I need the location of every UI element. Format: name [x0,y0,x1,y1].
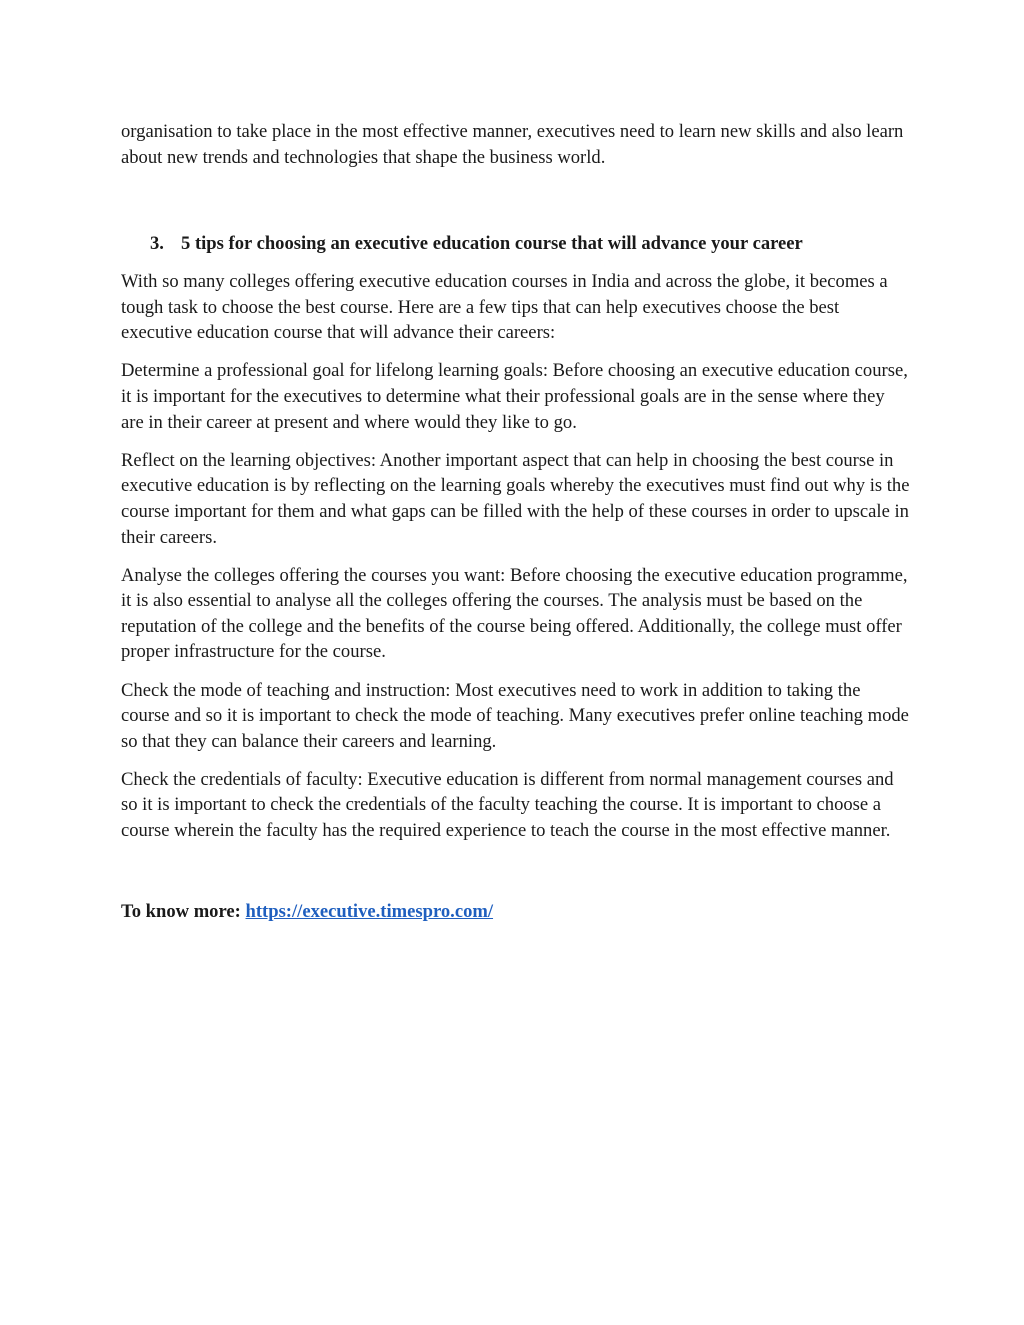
know-more-line [121,899,911,925]
section-title: 5 tips for choosing an executive education course that will advance your career [181,233,803,255]
section-number: 3. [150,233,164,255]
paragraph-tip-learning-objectives: Reflect on the learning objectives: Another important aspect that can help in choosing the best course in executive education is by reflecting on the learning goals whereby the executives must find out why is the course important for them and what gaps can be filled with the help of these courses in order to upscale in their careers. [121,449,910,548]
paragraph-tip-mode-of-teaching: Check the mode of teaching and instruction: Most executives need to work in addition to taking the course and so it is important to check the mode of teaching. Many executives prefer online teaching mode so that they can balance their careers and learning. [121,679,909,752]
timespro-link[interactable]: https://executive.timespro.com/ [245,900,494,922]
section-heading [150,231,911,257]
paragraph-tip-professional-goal: Determine a professional goal for lifelong learning goals: Before choosing an executive education course, it is important for the executives to determine what their professional goals are in the sense where they are in their career at present and where would they like to go. [121,360,908,433]
know-more-label: To know more: [121,900,241,922]
paragraph-tip-analyse-colleges: Analyse the colleges offering the courses you want: Before choosing the executive education programme, it is also essential to analyse all the colleges offering the courses. The analysis must be based on the reputation of the college and the benefits of the course being offered. Additionally, the college must offer proper infrastructure for the course. [121,564,908,663]
paragraph-overview: With so many colleges offering executive education courses in India and across the globe, it becomes a tough task to choose the best course. Here are a few tips that can help executives choose the best executive education course that will advance their careers: [121,271,888,344]
intro-paragraph: organisation to take place in the most effective manner, executives need to learn new skills and also learn about new trends and technologies that shape the business world. [121,121,904,168]
paragraph-tip-faculty-credentials: Check the credentials of faculty: Executive education is different from normal management courses and so it is important to check the credentials of the faculty teaching the course. It is important to choose a course wherein the faculty has the required experience to teach the course in the most effective manner. [121,768,894,841]
document-page [121,119,911,925]
